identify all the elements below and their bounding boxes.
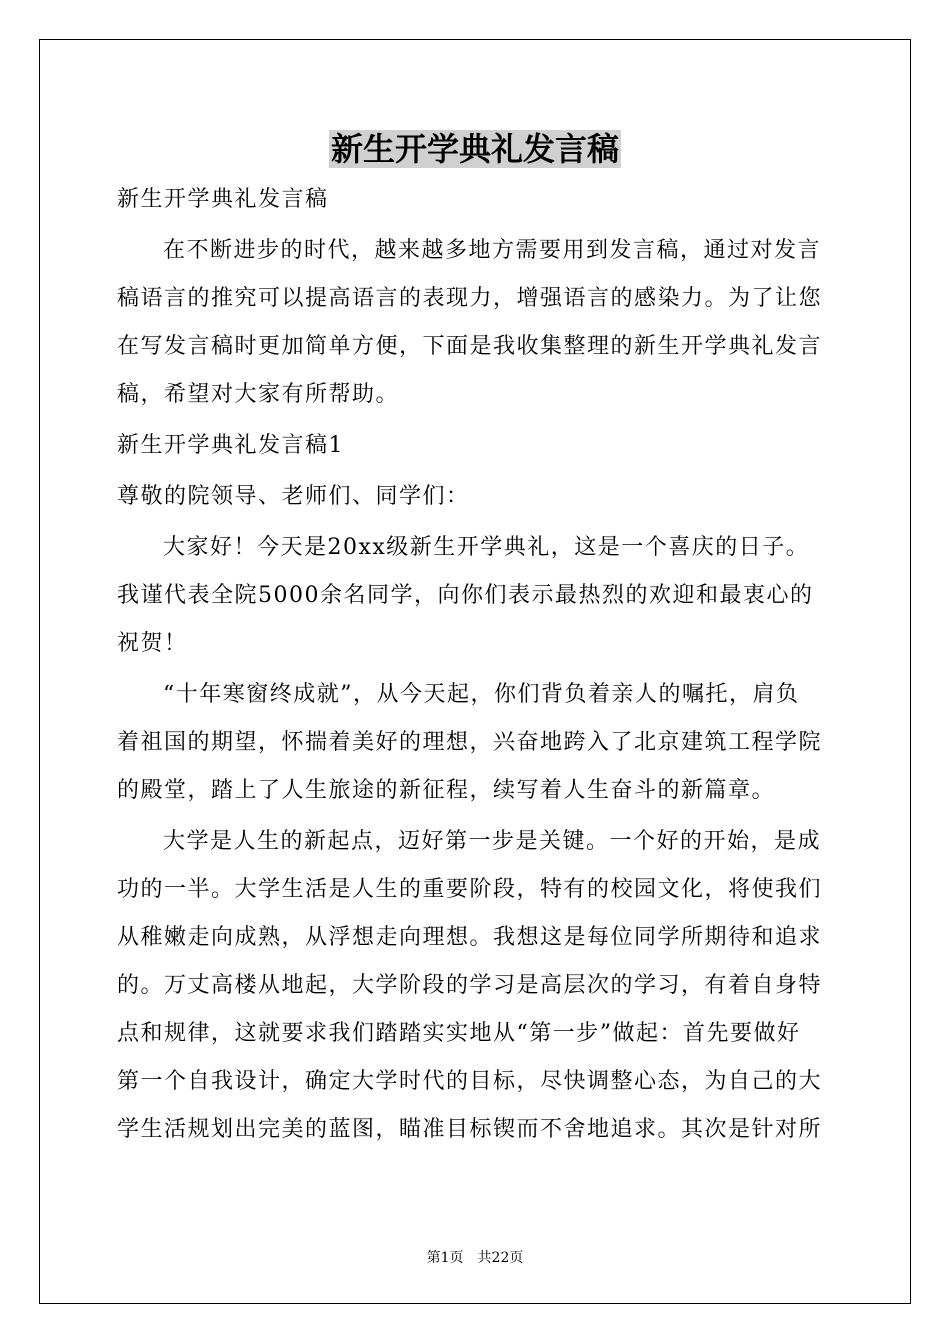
- document-title: [0, 127, 950, 171]
- paragraph-heading: 新生开学典礼发言稿: [117, 187, 329, 212]
- paragraph-intro: 在不断进步的时代，越来越多地方需要用到发言稿，通过对发言 稿语言的推究可以提高语言的表现力，增强语言的感染力。为了让您 在写发言稿时更加简单方便，下面是我收集整理的新生开学典礼发言 稿，希望对大家有所帮助。: [117, 238, 823, 407]
- paragraph-salutation: 尊敬的院领导、老师们、同学们：: [117, 484, 470, 509]
- paragraph-body: 大学是人生的新起点，迈好第一步是关键。一个好的开始，是成 功的一半。大学生活是人生的重要阶段，特有的校园文化，将使我们 从稚嫩走向成熟，从浮想走向理想。我想这是每位同学所期待和追求 的。万丈高楼从地起，大学阶段的学习是高层次的学习，有着自身特 点和规律，这就要求我们踏踏实实地从“第一步”做起：首先要做好 第一个自我设计，确定大学时代的目标，尽快调整心态，为自己的大 学生活规划出完美的蓝图，瞄准目标锲而不舍地追求。其次是针对所: [117, 829, 823, 1142]
- document-body: [117, 176, 833, 1154]
- paragraph-greeting: 大家好！今天是20xx级新生开学典礼，这是一个喜庆的日子。 我谨代表全院5000余名同学，向你们表示最热烈的欢迎和最衷心的 祝贺！: [117, 535, 814, 656]
- paragraph-body: “十年寒窗终成就”，从今天起，你们背负着亲人的嘱托，肩负 着祖国的期望，怀揣着美好的理想，兴奋地跨入了北京建筑工程学院 的殿堂，踏上了人生旅途的新征程，续写着人生奋斗的新篇章。: [117, 682, 823, 803]
- title-text: 新生开学典礼发言稿: [330, 130, 619, 168]
- paragraph-subheading: 新生开学典礼发言稿1: [117, 433, 344, 458]
- page-number-footer: 第1页 共22页: [426, 1250, 524, 1266]
